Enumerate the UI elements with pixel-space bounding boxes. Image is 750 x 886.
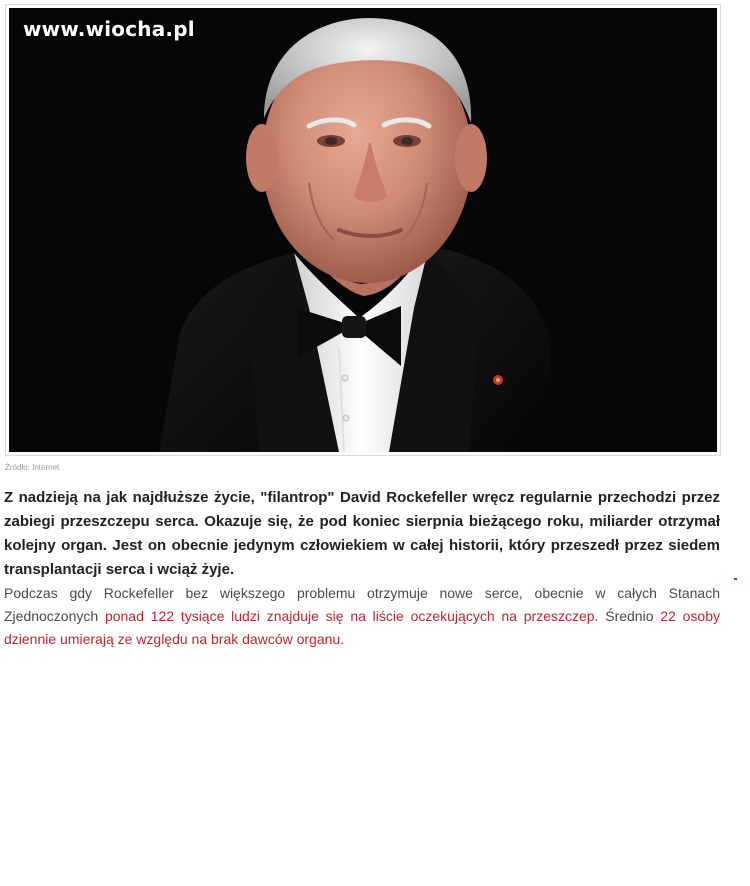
photo-frame — [5, 4, 721, 456]
article — [4, 486, 720, 651]
blue-dot-mark — [734, 578, 737, 580]
article-lead: Z nadzieją na jak najdłuższe życie, "filantrop" David Rockefeller wręcz regularnie przechodzi przez zabiegi przeszczepu serca. Okazuje się, że pod koniec sierpnia bieżącego roku, miliarder otrzymał kolejny organ. Jest on obecnie jedynym człowiekiem w całej historii, który przeszedł przez siedem transplantacji serca i wciąż żyje. — [4, 489, 720, 578]
article-body-highlight1: ponad 122 tysiące ludzi znajduje się na liście oczekujących na przeszczep. — [104, 608, 599, 624]
article-body-part1: Podczas gdy Rockefeller bez większego problemu otrzymuje nowe serce, obecnie w całych Stanach Zjednoczonych — [4, 585, 720, 624]
article-body-highlight2: 22 osoby dziennie umierają ze względu na brak dawców organu. — [4, 608, 720, 647]
photo-source-caption: Źródło: Internet — [5, 463, 60, 472]
article-body — [4, 582, 720, 651]
site-watermark: www.wiocha.pl — [23, 17, 195, 41]
article-body-part2: Średnio — [598, 608, 661, 624]
portrait-photo — [9, 8, 717, 452]
portrait-illustration — [9, 8, 717, 452]
